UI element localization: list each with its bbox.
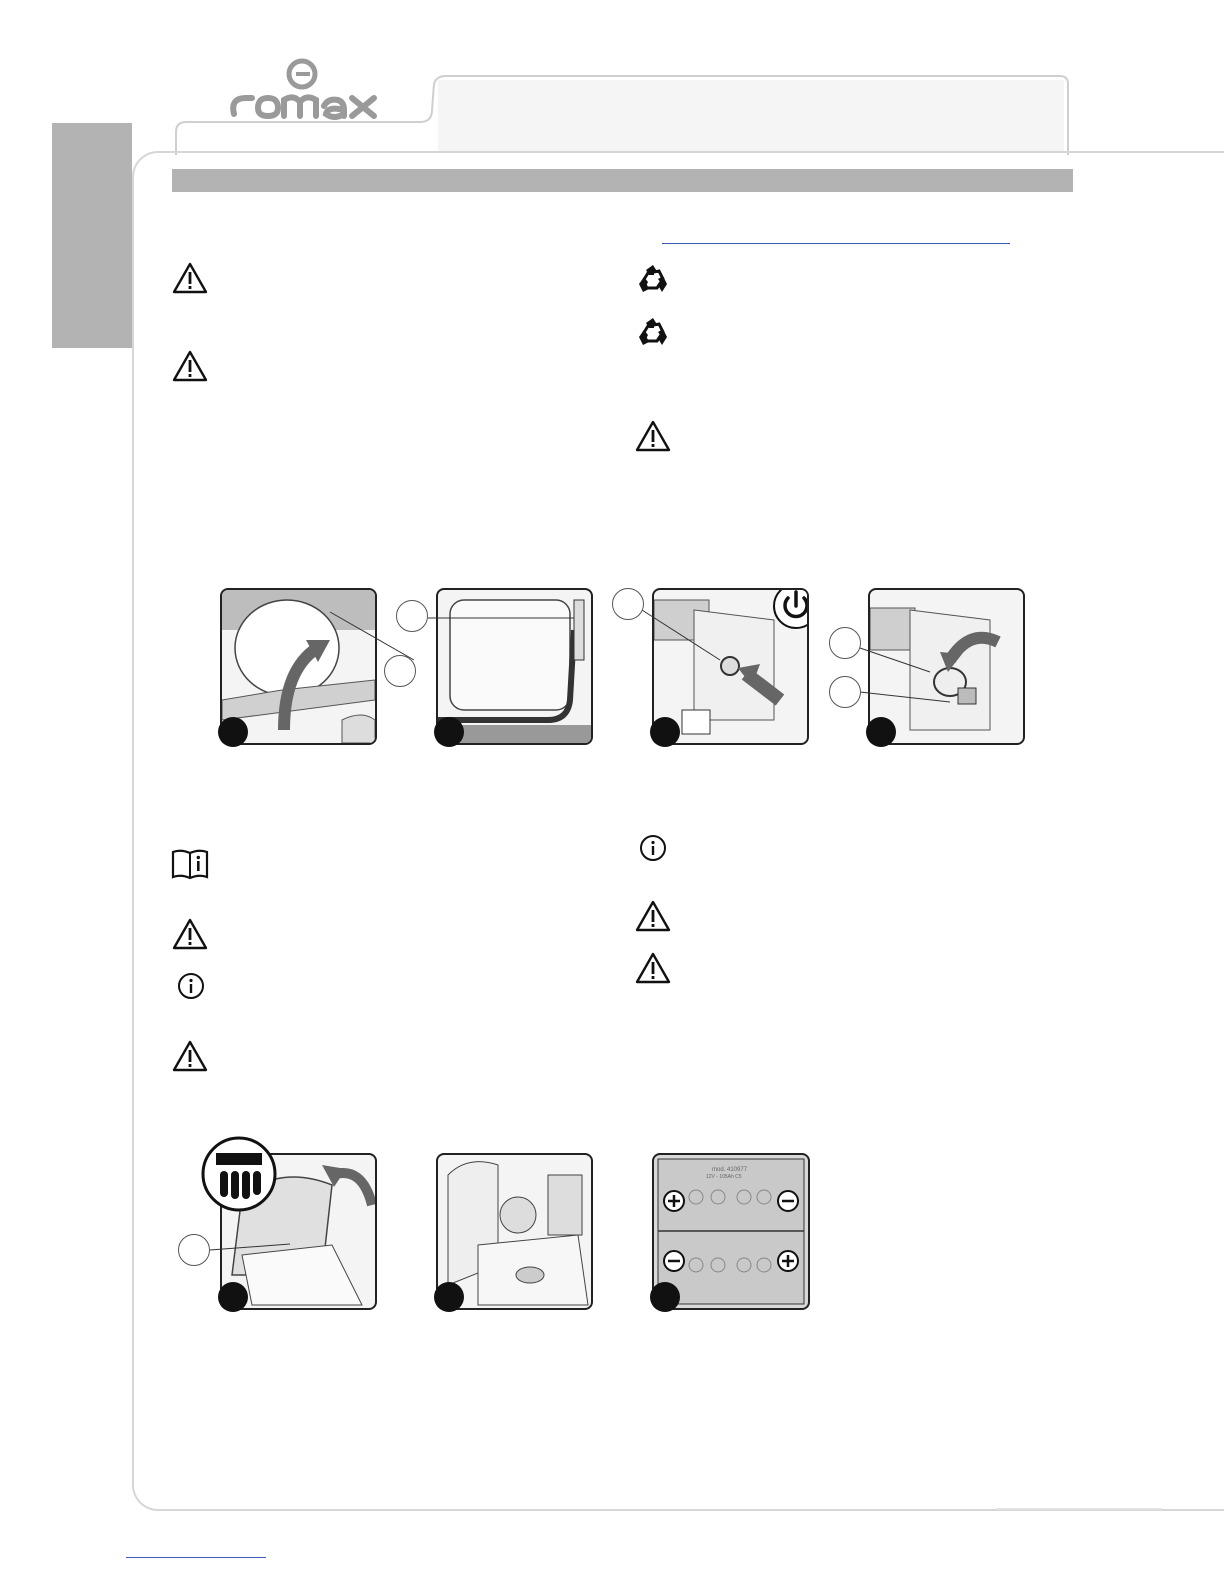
warning-icon <box>635 900 671 932</box>
manual-info-icon <box>171 848 209 880</box>
callout-circle <box>829 676 861 708</box>
footer-link-underline[interactable] <box>126 1557 266 1558</box>
warning-icon <box>172 1040 208 1072</box>
callout-circle <box>384 655 416 687</box>
warning-icon <box>635 952 671 984</box>
info-icon <box>639 834 667 862</box>
battery-model-label: mod. 410977 <box>712 1167 748 1173</box>
battery-spec-label: 12V - 105Ah C5 <box>706 1174 742 1180</box>
callout-leaders <box>0 1200 400 1280</box>
callout-circle <box>829 627 861 659</box>
footer-rule <box>996 1508 1162 1510</box>
info-icon <box>177 972 205 1000</box>
figure-number-marker <box>218 1282 248 1312</box>
figure-number-marker <box>650 1282 680 1312</box>
callout-circle <box>396 600 428 632</box>
figure-number-marker <box>434 1282 464 1312</box>
warning-icon <box>172 918 208 950</box>
callout-circle <box>612 588 644 620</box>
